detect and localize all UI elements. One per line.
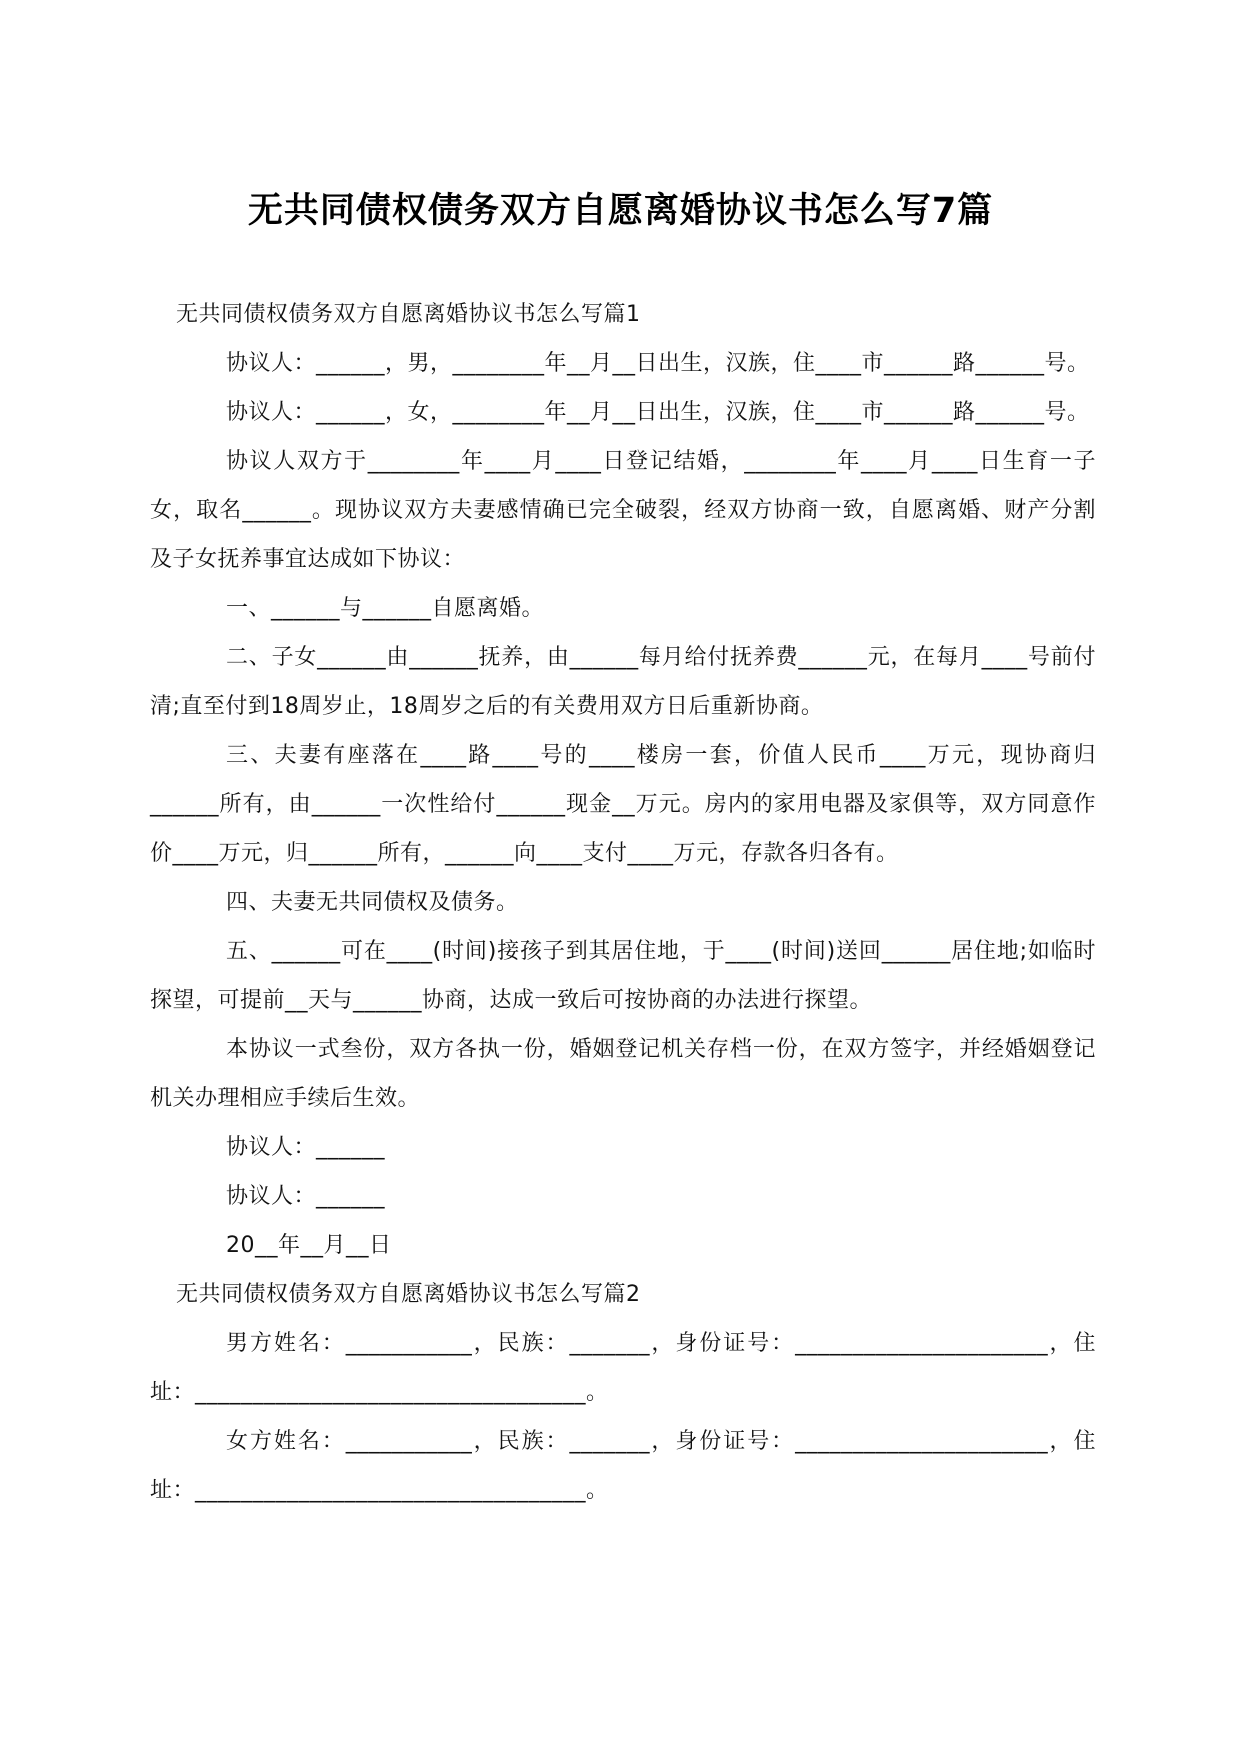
date-line: 20__年__月__日	[226, 1233, 392, 1258]
effectiveness-paragraph: 本协议一式叁份，双方各执一份，婚姻登记机关存档一份，在双方签字，并经婚姻登记机关办理相应手续后生效。	[150, 1037, 1096, 1111]
male-info-paragraph: 男方姓名：___________，民族：_______，身份证号：______________________，住址：__________________________________。	[150, 1331, 1096, 1405]
document-body	[150, 290, 1096, 1515]
marriage-paragraph: 协议人双方于________年____月____日登记结婚，________年____月____日生育一子女，取名______。现协议双方夫妻感情确已完全破裂，经双方协商一致，自愿离婚、财产分割及子女抚养事宜达成如下协议：	[150, 449, 1096, 572]
signature-line-1: 协议人：______	[226, 1135, 386, 1160]
clause-5: 五、______可在____(时间)接孩子到其居住地，于____(时间)送回______居住地;如临时探望，可提前__天与______协商，达成一致后可按协商的办法进行探望。	[150, 939, 1096, 1013]
section-heading: 无共同债权债务双方自愿离婚协议书怎么写篇1	[176, 302, 641, 327]
party-1-line: 协议人：______，男，________年__月__日出生，汉族，住____市______路______号。	[226, 351, 1090, 376]
party-2-line: 协议人：______，女，________年__月__日出生，汉族，住____市______路______号。	[226, 400, 1090, 425]
clause-1: 一、______与______自愿离婚。	[226, 596, 545, 621]
clause-2: 二、子女______由______抚养，由______每月给付抚养费______元，在每月____号前付清;直至付到18周岁止，18周岁之后的有关费用双方日后重新协商。	[150, 645, 1096, 719]
female-info-paragraph: 女方姓名：___________，民族：_______，身份证号：______________________，住址：__________________________________。	[150, 1429, 1096, 1503]
clause-3: 三、夫妻有座落在____路____号的____楼房一套，价值人民币____万元，现协商归______所有，由______一次性给付______现金__万元。房内的家用电器及家俱等，双方同意作价____万元，归______所有，______向____支付____万元，存款各归各有。	[150, 743, 1096, 866]
section-heading: 无共同债权债务双方自愿离婚协议书怎么写篇2	[176, 1282, 641, 1307]
signature-line-2: 协议人：______	[226, 1184, 386, 1209]
document-title: 无共同债权债务双方自愿离婚协议书怎么写7篇	[247, 191, 994, 232]
clause-4: 四、夫妻无共同债权及债务。	[226, 890, 519, 915]
